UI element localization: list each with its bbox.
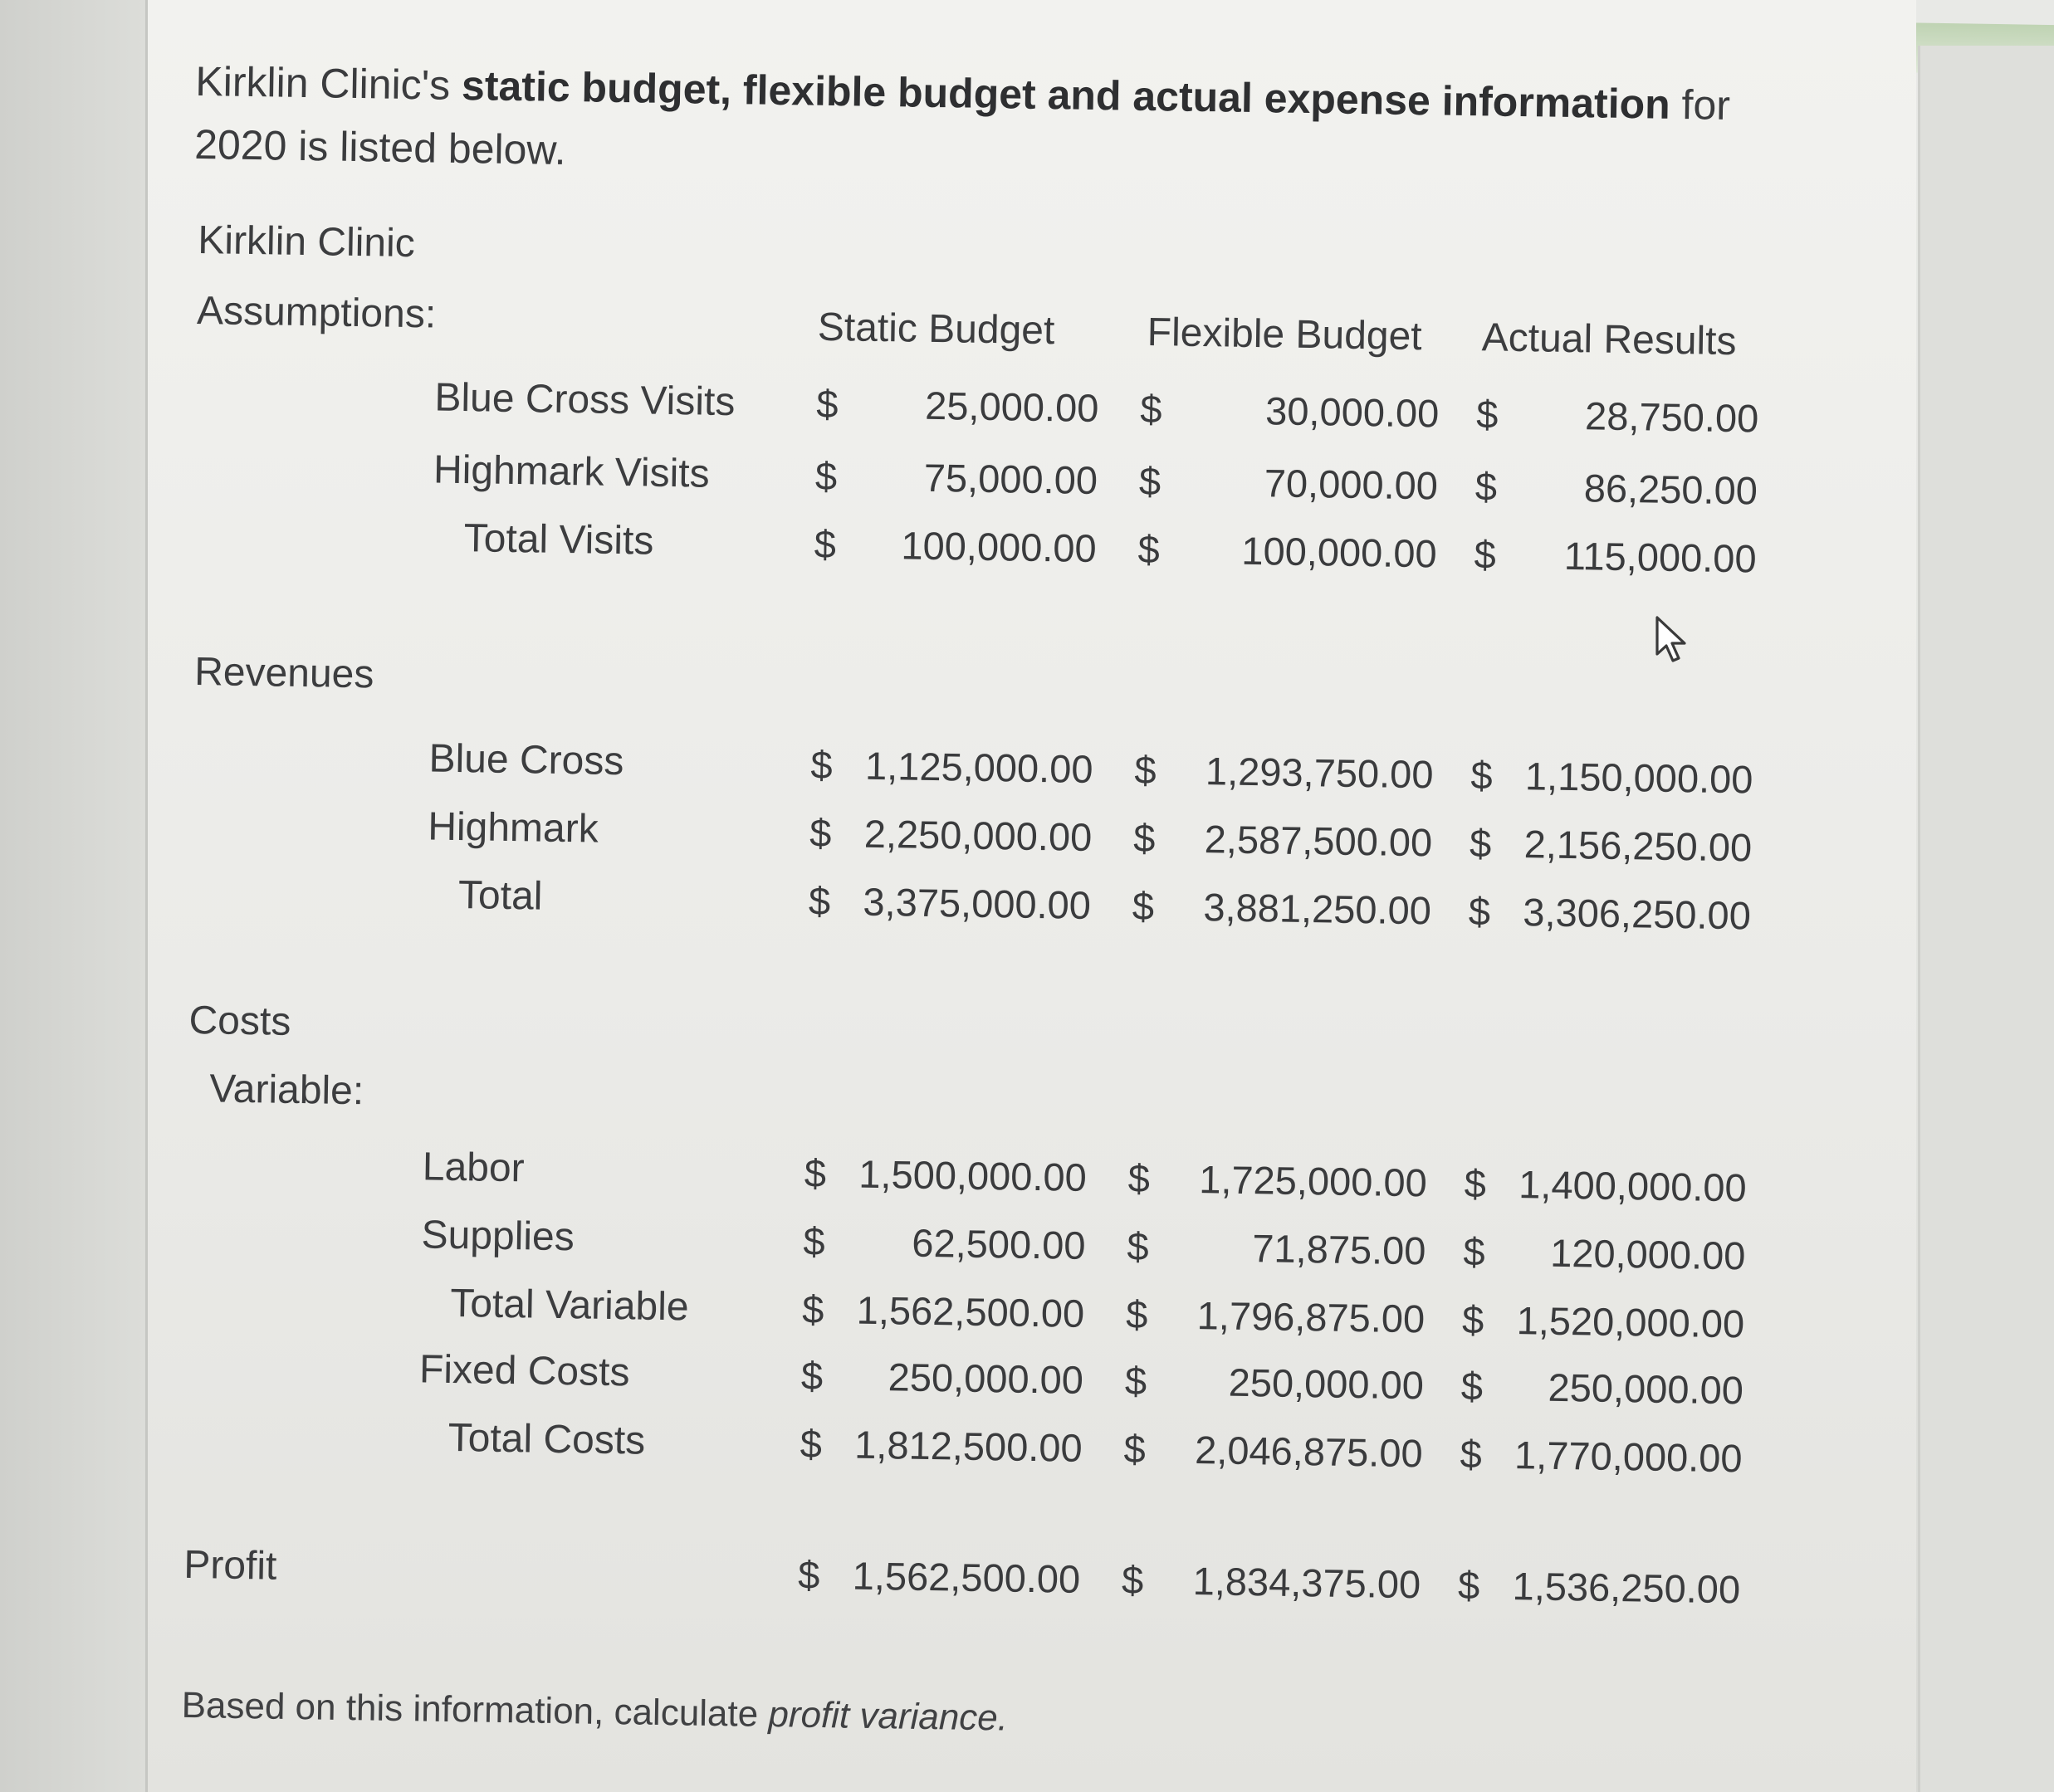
amount-value: 250,000.00 — [1228, 1360, 1425, 1408]
intro-bold: static budget, flexible budget and actual expense information — [461, 61, 1671, 128]
currency-symbol: $ — [1461, 1297, 1484, 1342]
row-label-blue-cross-visits: Blue Cross Visits — [434, 375, 736, 425]
value-cell-supplies-static — [803, 1218, 1086, 1272]
amount-value: 1,562,500.00 — [852, 1553, 1081, 1601]
currency-symbol: $ — [1470, 753, 1494, 798]
intro-part2: for 2020 is listed below. — [193, 81, 1731, 173]
amount-value: 62,500.00 — [912, 1220, 1086, 1267]
currency-symbol: $ — [804, 1150, 827, 1196]
costs-label: Costs — [188, 998, 291, 1044]
currency-symbol: $ — [1125, 1292, 1148, 1337]
amount-value: 2,156,250.00 — [1523, 822, 1753, 870]
value-cell-total-flexible — [1132, 883, 1431, 938]
amount-value: 1,400,000.00 — [1518, 1162, 1748, 1210]
column-header-flexible: Flexible Budget — [1147, 310, 1423, 359]
row-label-total-costs: Total Costs — [447, 1415, 646, 1463]
currency-symbol: $ — [1127, 1223, 1150, 1269]
value-cell-total-variable-flexible — [1126, 1292, 1426, 1346]
amount-value: 100,000.00 — [1241, 528, 1438, 576]
value-cell-total-static — [808, 878, 1091, 932]
value-cell-profit-static — [798, 1552, 1081, 1606]
currency-symbol: $ — [814, 521, 837, 567]
value-cell-highmark-visits-static — [815, 453, 1098, 507]
value-cell-highmark-flexible — [1133, 815, 1433, 870]
currency-symbol: $ — [1127, 1155, 1151, 1201]
value-cell-total-variable-static — [802, 1287, 1085, 1340]
amount-value: 1,770,000.00 — [1514, 1433, 1743, 1481]
value-cell-labor-actual — [1464, 1160, 1747, 1214]
currency-symbol: $ — [815, 381, 839, 427]
value-cell-profit-flexible — [1122, 1557, 1421, 1612]
value-cell-fixed-costs-static — [800, 1353, 1083, 1407]
row-label-supplies: Supplies — [421, 1213, 575, 1260]
amount-value: 70,000.00 — [1264, 461, 1439, 508]
revenues-label: Revenues — [193, 650, 374, 697]
column-header-static: Static Budget — [817, 305, 1055, 354]
value-cell-blue-cross-flexible — [1134, 747, 1434, 802]
amount-value: 75,000.00 — [923, 455, 1098, 503]
value-cell-labor-flexible — [1127, 1155, 1427, 1210]
currency-symbol: $ — [1460, 1364, 1484, 1409]
currency-symbol: $ — [1460, 1432, 1483, 1477]
row-label-profit: Profit — [183, 1542, 277, 1589]
row-label-fixed-costs: Fixed Costs — [418, 1347, 630, 1395]
amount-value: 1,500,000.00 — [858, 1151, 1088, 1199]
currency-symbol: $ — [1121, 1557, 1144, 1603]
amount-value: 30,000.00 — [1264, 388, 1440, 436]
value-cell-labor-static — [804, 1150, 1087, 1204]
value-cell-supplies-actual — [1463, 1228, 1746, 1282]
currency-symbol: $ — [810, 742, 834, 788]
currency-symbol: $ — [803, 1218, 826, 1264]
value-cell-blue-cross-visits-static — [816, 381, 1099, 435]
value-cell-total-costs-flexible — [1123, 1426, 1423, 1481]
row-label-highmark: Highmark — [427, 804, 599, 852]
currency-symbol: $ — [808, 878, 831, 924]
value-cell-total-actual — [1468, 888, 1751, 942]
amount-value: 3,881,250.00 — [1203, 885, 1432, 933]
amount-value: 1,834,375.00 — [1192, 1559, 1421, 1607]
row-label-total: Total — [457, 873, 543, 919]
amount-value: 1,796,875.00 — [1196, 1293, 1426, 1341]
value-cell-highmark-visits-flexible — [1138, 458, 1438, 513]
amount-value: 1,812,500.00 — [853, 1422, 1083, 1470]
amount-value: 250,000.00 — [888, 1355, 1084, 1402]
value-cell-blue-cross-actual — [1470, 752, 1753, 806]
amount-value: 71,875.00 — [1251, 1226, 1426, 1273]
row-label-total-visits: Total Visits — [463, 516, 654, 564]
currency-symbol: $ — [1457, 1563, 1480, 1608]
currency-symbol: $ — [800, 1353, 824, 1398]
currency-symbol: $ — [1464, 1161, 1487, 1206]
currency-symbol: $ — [1475, 392, 1499, 437]
amount-value: 1,125,000.00 — [864, 743, 1093, 792]
amount-value: 2,046,875.00 — [1194, 1428, 1424, 1476]
question-text — [181, 1685, 1008, 1740]
question-part1: Based on this information, calculate — [181, 1684, 769, 1736]
currency-symbol: $ — [1474, 464, 1498, 509]
row-label-blue-cross: Blue Cross — [428, 736, 624, 784]
value-cell-total-visits-flexible — [1137, 526, 1437, 581]
currency-symbol: $ — [1123, 1426, 1147, 1472]
currency-symbol: $ — [1124, 1358, 1147, 1404]
amount-value: 100,000.00 — [901, 523, 1098, 571]
value-cell-blue-cross-visits-actual — [1476, 391, 1759, 445]
amount-value: 2,587,500.00 — [1204, 817, 1433, 865]
question-italic: profit variance. — [768, 1694, 1009, 1739]
currency-symbol: $ — [1463, 1229, 1486, 1274]
amount-value: 120,000.00 — [1549, 1230, 1746, 1278]
amount-value: 1,536,250.00 — [1512, 1564, 1741, 1612]
currency-symbol: $ — [1139, 386, 1162, 432]
amount-value: 28,750.00 — [1584, 393, 1759, 441]
row-label-highmark-visits: Highmark Visits — [433, 447, 710, 496]
currency-symbol: $ — [1132, 815, 1156, 861]
amount-value: 86,250.00 — [1583, 466, 1758, 513]
variable-label: Variable: — [208, 1067, 364, 1114]
mouse-pointer-icon — [1654, 614, 1690, 666]
currency-symbol: $ — [814, 453, 838, 499]
amount-value: 1,520,000.00 — [1516, 1298, 1745, 1346]
currency-symbol: $ — [1138, 458, 1161, 504]
value-cell-highmark-actual — [1470, 820, 1753, 874]
currency-symbol: $ — [1132, 883, 1155, 929]
row-label-total-variable: Total Variable — [449, 1281, 689, 1330]
assumptions-label: Assumptions: — [196, 288, 437, 337]
column-header-actual: Actual Results — [1481, 315, 1737, 364]
currency-symbol: $ — [1469, 821, 1492, 866]
currency-symbol: $ — [809, 810, 832, 856]
amount-value: 2,250,000.00 — [863, 811, 1093, 860]
amount-value: 1,562,500.00 — [856, 1287, 1085, 1335]
amount-value: 250,000.00 — [1548, 1365, 1744, 1413]
value-cell-total-costs-static — [800, 1421, 1083, 1475]
intro-part1: Kirklin Clinic's — [194, 57, 462, 109]
value-cell-total-visits-actual — [1474, 531, 1757, 585]
intro-text — [194, 50, 1823, 202]
value-cell-fixed-costs-actual — [1460, 1363, 1743, 1417]
value-cell-blue-cross-visits-flexible — [1140, 386, 1440, 441]
currency-symbol: $ — [1468, 889, 1491, 934]
amount-value: 1,150,000.00 — [1524, 754, 1753, 802]
amount-value: 1,725,000.00 — [1198, 1157, 1428, 1205]
amount-value: 1,293,750.00 — [1205, 749, 1434, 797]
value-cell-total-costs-actual — [1460, 1431, 1743, 1485]
currency-symbol: $ — [797, 1552, 820, 1597]
value-cell-profit-actual — [1458, 1562, 1741, 1616]
value-cell-highmark-static — [809, 810, 1093, 864]
value-cell-blue-cross-static — [810, 742, 1093, 796]
amount-value: 3,375,000.00 — [863, 879, 1092, 927]
entity-name: Kirklin Clinic — [197, 218, 416, 266]
value-cell-total-visits-static — [814, 521, 1097, 575]
value-cell-total-variable-actual — [1462, 1296, 1745, 1350]
value-cell-highmark-visits-actual — [1474, 463, 1758, 517]
currency-symbol: $ — [1137, 526, 1161, 572]
currency-symbol: $ — [801, 1287, 824, 1332]
amount-value: 115,000.00 — [1563, 533, 1758, 581]
currency-symbol: $ — [1134, 747, 1157, 793]
currency-symbol: $ — [800, 1421, 823, 1466]
amount-value: 3,306,250.00 — [1523, 890, 1752, 938]
currency-symbol: $ — [1474, 532, 1497, 577]
value-cell-supplies-flexible — [1127, 1223, 1426, 1278]
value-cell-fixed-costs-flexible — [1124, 1358, 1424, 1413]
row-label-labor: Labor — [422, 1145, 526, 1191]
amount-value: 25,000.00 — [924, 383, 1099, 431]
